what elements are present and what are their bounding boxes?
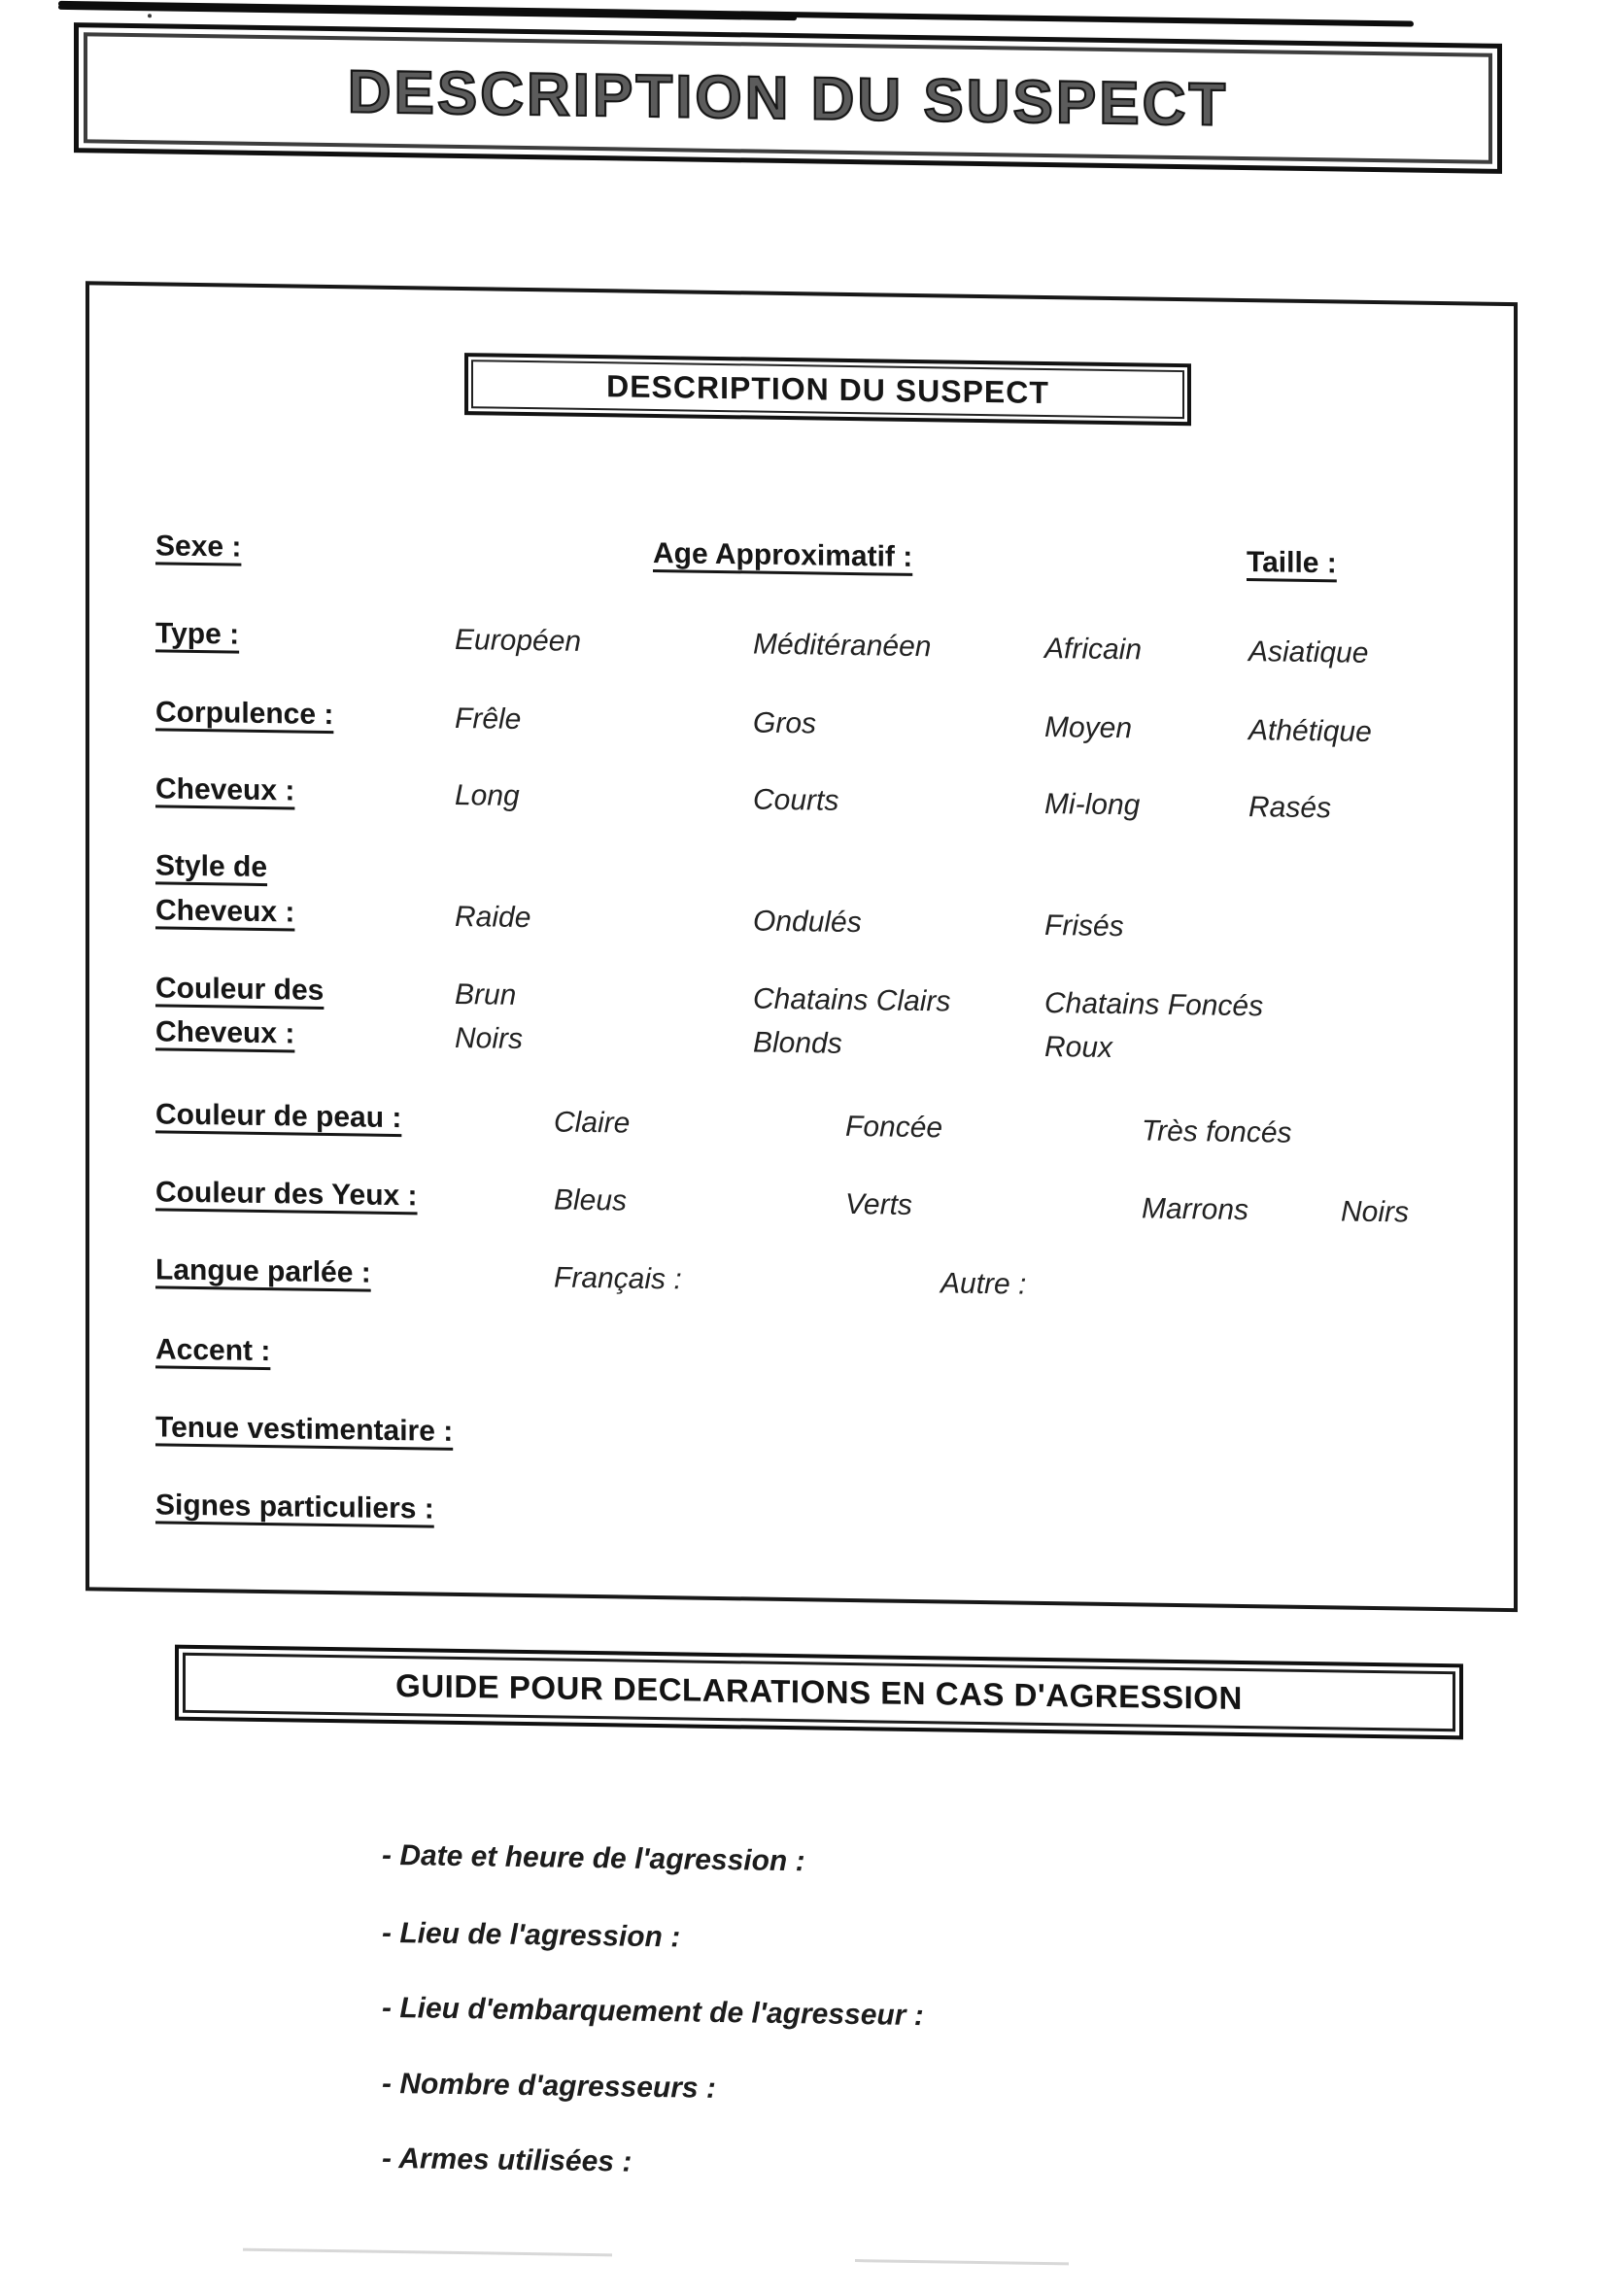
guide-header-title: GUIDE POUR DECLARATIONS EN CAS D'AGRESSION <box>395 1667 1243 1716</box>
form-option: Athétique <box>1248 714 1372 748</box>
scan-speck <box>148 14 152 17</box>
build-label: Corpulence : <box>155 696 334 732</box>
guide-item-weapons: - Armes utilisées : <box>382 2142 633 2178</box>
form-option: Mi-long <box>1044 787 1141 822</box>
form-option: Foncée <box>845 1110 943 1145</box>
form-option: Méditéranéen <box>753 628 932 664</box>
guide-header-box <box>175 1645 1463 1740</box>
language-label: Langue parlée : <box>155 1253 371 1289</box>
scan-noise <box>243 2248 612 2257</box>
form-header-box-inner <box>471 360 1184 419</box>
form-option: Blonds <box>753 1026 842 1060</box>
guide-item-place: - Lieu de l'agression : <box>382 1916 681 1954</box>
form-option: Bleus <box>554 1183 628 1217</box>
scan-noise <box>855 2259 1069 2265</box>
type-label: Type : <box>155 617 240 651</box>
form-option: Européen <box>455 623 582 658</box>
form-option: Moyen <box>1044 710 1133 745</box>
form-header-box <box>464 353 1191 426</box>
form-option: Brun <box>455 977 517 1011</box>
guide-item-boarding: - Lieu d'embarquement de l'agresseur : <box>382 1991 924 2033</box>
skin-color-label: Couleur de peau : <box>155 1098 402 1135</box>
form-option: Frêle <box>455 702 522 736</box>
form-option: Marrons <box>1142 1192 1249 1227</box>
sex-label: Sexe : <box>155 530 242 564</box>
form-option: Verts <box>845 1187 912 1221</box>
form-option: Frisés <box>1044 908 1124 943</box>
form-option: Claire <box>554 1106 631 1140</box>
accent-label: Accent : <box>155 1333 271 1368</box>
form-header-title: DESCRIPTION DU SUSPECT <box>606 367 1049 410</box>
form-option: Rasés <box>1248 791 1332 825</box>
distinguishing-marks-label: Signes particuliers : <box>155 1489 434 1525</box>
eye-color-label: Couleur des Yeux : <box>155 1176 418 1213</box>
clothing-label: Tenue vestimentaire : <box>155 1411 454 1448</box>
guide-header-box-inner <box>183 1653 1455 1731</box>
hair-style-label-line1: Style de <box>155 849 268 884</box>
age-label: Age Approximatif : <box>653 536 913 573</box>
form-option: Roux <box>1044 1030 1113 1064</box>
form-option: Noirs <box>1341 1195 1410 1229</box>
form-option: Asiatique <box>1248 635 1369 669</box>
hair-color-label-line1: Couleur des <box>155 972 325 1007</box>
form-option: Long <box>455 778 520 812</box>
document-title-box-inner <box>84 32 1492 164</box>
form-option: Gros <box>753 706 817 740</box>
hair-label: Cheveux : <box>155 772 295 807</box>
form-option: Chatains Foncés <box>1044 986 1264 1023</box>
form-option: Courts <box>753 783 839 817</box>
scan-artifact-line <box>58 1 1414 27</box>
height-label: Taille : <box>1247 546 1337 580</box>
form-option: Raide <box>455 900 531 935</box>
form-option: Chatains Clairs <box>753 982 951 1018</box>
form-option: Français : <box>554 1261 682 1296</box>
form-option: Très foncés <box>1142 1114 1292 1149</box>
form-option: Autre : <box>940 1267 1027 1301</box>
form-option: Noirs <box>455 1021 524 1055</box>
hair-color-label-line2: Cheveux : <box>155 1015 295 1050</box>
page-title: DESCRIPTION DU SUSPECT <box>347 57 1229 139</box>
form-option: Ondulés <box>753 905 862 940</box>
guide-item-date-time: - Date et heure de l'agression : <box>382 1838 805 1878</box>
document-title-box <box>74 22 1502 174</box>
hair-style-label-line2: Cheveux : <box>155 894 295 929</box>
guide-item-number: - Nombre d'agresseurs : <box>382 2067 716 2105</box>
form-option: Africain <box>1044 632 1143 667</box>
